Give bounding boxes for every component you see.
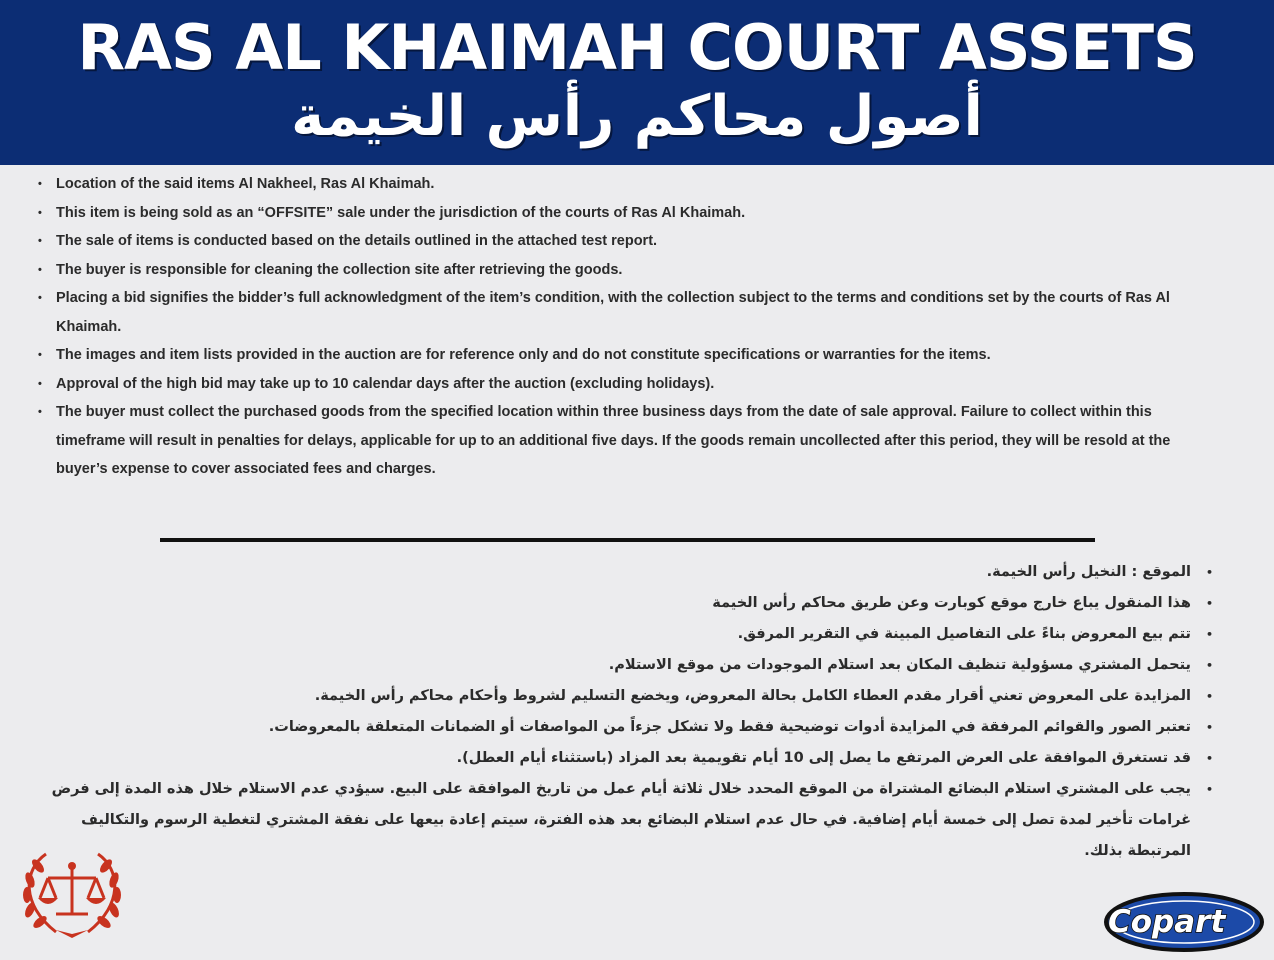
english-term-item: • Placing a bid signifies the bidder’s full acknowledgment of the item’s condition, with the collection subject to the terms and conditions set by the courts of Ras Al Khaimah. <box>36 284 1216 341</box>
english-term-item: • The sale of items is conducted based on the details outlined in the attached test report. <box>36 227 1216 256</box>
arabic-terms-list <box>30 557 1215 867</box>
arabic-term-item: • يتحمل المشتري مسؤولية تنظيف المكان بعد استلام الموجودات من موقع الاستلام. <box>30 650 1215 681</box>
english-term-item: • The buyer must collect the purchased goods from the specified location within three business days from the date of sale approval. Failure to collect within this timeframe will result in penalties for delays, applicable for up to an additional five days. If the goods remain uncollected after this period, they will be resold at the buyer’s expense to cover associated fees and charges. <box>36 398 1216 484</box>
english-term-item: • Approval of the high bid may take up to 10 calendar days after the auction (excluding holidays). <box>36 370 1216 399</box>
english-term-item: • The buyer is responsible for cleaning the collection site after retrieving the goods. <box>36 256 1216 285</box>
banner-title-en: RAS AL KHAIMAH COURT ASSETS <box>77 11 1197 84</box>
arabic-term-item: • الموقع : النخيل رأس الخيمة. <box>30 557 1215 588</box>
arabic-term-item: • تتم بيع المعروض بناءً على التفاصيل المبينة في التقرير المرفق. <box>30 619 1215 650</box>
arabic-term-item: • تعتبر الصور والقوائم المرفقة في المزايدة أدوات توضيحية فقط ولا تشكل جزءاً من المواصفات أو الضمانات المتعلقة بالمعروضات. <box>30 712 1215 743</box>
arabic-term-item: • قد تستغرق الموافقة على العرض المرتفع ما يصل إلى 10 أيام تقويمية بعد المزاد (باستثناء أيام العطل). <box>30 743 1215 774</box>
arabic-term-item: • يجب على المشتري استلام البضائع المشتراة من الموقع المحدد خلال ثلاثة أيام عمل من تاريخ الموافقة على البيع. سيؤدي عدم الاستلام خلال هذه المدة إلى فرض غرامات تأخير لمدة تصل إلى خمسة أيام إضافية. في حال عدم استلام البضائع بعد هذه الفترة، سيتم إعادة بيعها على نفقة المشتري لتغطية الرسوم والتكاليف المرتبطة بذلك. <box>30 774 1215 867</box>
arabic-term-item: • المزايدة على المعروض تعني أقرار مقدم العطاء الكامل بحالة المعروض، ويخضع التسليم لشروط وأحكام محاكم رأس الخيمة. <box>30 681 1215 712</box>
copart-logo <box>1100 890 1265 954</box>
header-banner <box>0 0 1274 165</box>
english-terms-list <box>36 170 1216 484</box>
arabic-term-item: • هذا المنقول يباع خارج موقع كوبارت وعن طريق محاكم رأس الخيمة <box>30 588 1215 619</box>
english-term-item: • This item is being sold as an “OFFSITE” sale under the jurisdiction of the courts of Ras Al Khaimah. <box>36 199 1216 228</box>
banner-title-ar: أصول محاكم رأس الخيمة <box>291 84 983 149</box>
copart-logo-text: Copart <box>1108 904 1226 940</box>
justice-scales-laurel-icon <box>16 844 128 940</box>
english-term-item: • The images and item lists provided in the auction are for reference only and do not constitute specifications or warranties for the items. <box>36 341 1216 370</box>
section-divider <box>160 538 1095 542</box>
english-term-item: • Location of the said items Al Nakheel, Ras Al Khaimah. <box>36 170 1216 199</box>
